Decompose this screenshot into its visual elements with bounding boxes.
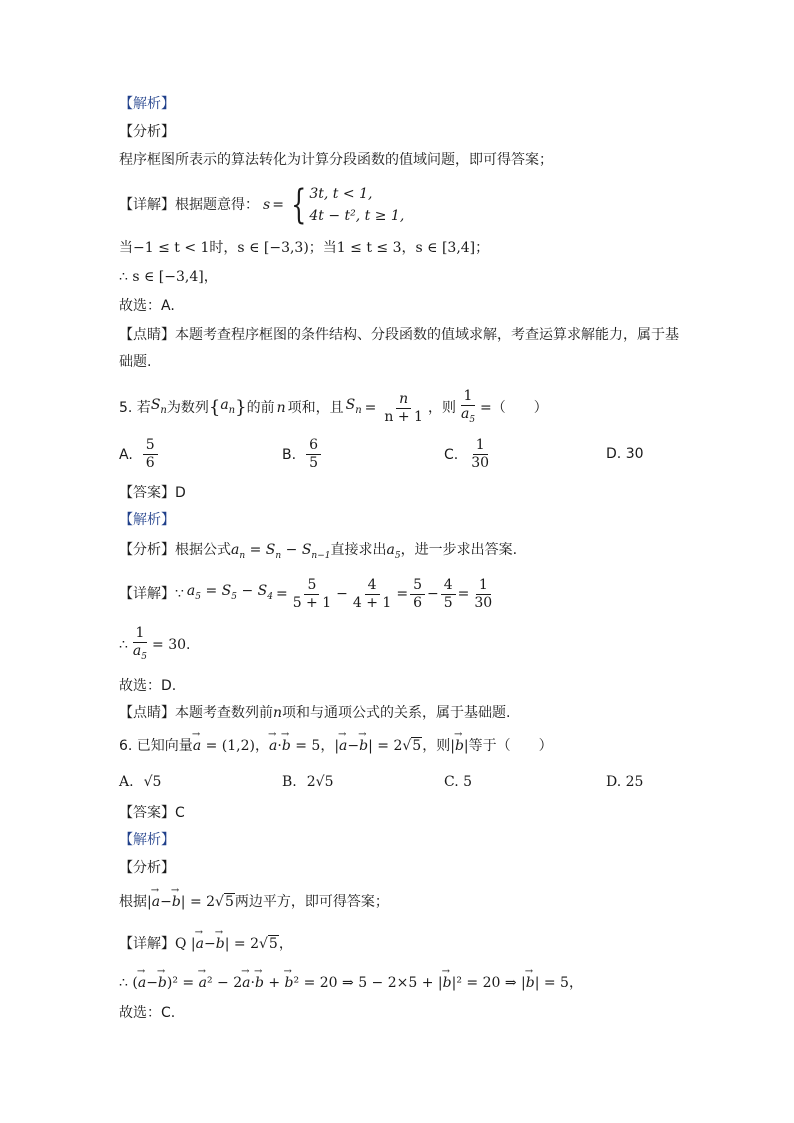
q5-stem: 5. 若 $S_n$ 为数列 { $a_n$ } 的前 n 项和，且 $S_n$ = $\frac{n}{n + 1}$ ，则 $\frac{1}{a_5}$ =（ ） (119, 387, 548, 425)
q5-fenxi-b: 直接求出 (330, 542, 387, 558)
q6-fenxi-a: 根据 (119, 894, 147, 910)
q6-detail: 【详解】Q |→ a−→ b| = 2√5， (119, 934, 293, 954)
q6-stem-d: ，则 (422, 738, 451, 754)
q5-fenxi: 【分析】根据公式$a_n = S_n - S_{n-1}$直接求出$a_5$，进一步求出答案. (119, 542, 518, 561)
q5-comment-a: 【点睛】本题考查数列前 (119, 705, 273, 721)
comment-line-2: 础题. (119, 354, 152, 370)
q6-fenxi-b: 两边平方，即可得答案； (234, 894, 389, 910)
q6-answer: 【答案】C (119, 805, 185, 821)
q5-stem-e: ，则 (427, 400, 456, 416)
fenxi-text: 程序框图所表示的算法转化为计算分段函数的值域问题，即可得答案； (119, 152, 553, 168)
q6-option-d: D. 25 (606, 774, 644, 790)
q5-fenxi-a: 【分析】根据公式 (119, 542, 231, 558)
q5-stem-d: 项和，且 (287, 400, 344, 416)
q6-stem-b: = (1,2)， (205, 738, 269, 754)
analysis-heading: 【解析】 (119, 96, 175, 112)
fenxi-heading: 【分析】 (119, 124, 175, 140)
q6-stem-a: 6. 已知向量 (119, 738, 193, 754)
comment-line (119, 325, 679, 345)
piecewise-cases (309, 183, 404, 227)
q5-option-d: D. 30 (606, 446, 644, 462)
choice-a: 故选：A. (119, 298, 175, 314)
q5-stem-c: 的前 (246, 400, 275, 416)
q6-derivation: ∴ (→ a−→ b)² = → a² − 2→ a·→ b + → b² = 20 ⇒ 5 − 2×5 + |→ b|² = 20 ⇒ |→ b| = 5， (119, 973, 583, 993)
case-one: 3t, t < 1, (309, 186, 373, 202)
q5-option-c: C. $\frac{1}{30}$ (444, 437, 490, 471)
q6-stem: 6. 已知向量→ a = (1,2)，→ a·→ b = 5，|→ a−→ b| = 2√5，则|→ b|等于（ ） (119, 736, 553, 756)
therefore-line: ∴ s ∈ [−3,4]， (119, 269, 218, 285)
q5-stem-b: 为数列 (166, 400, 209, 416)
q6-option-b: B. 2√5 (282, 774, 334, 790)
q5-stem-f: =（ ） (480, 400, 548, 416)
condition-line: 当−1 ≤ t < 1时，s ∈ [−3,3)；当1 ≤ t ≤ 3，s ∈ [3,4]； (119, 240, 490, 256)
comment-heading: 【点睛】 (119, 327, 175, 343)
q5-stem-a: 5. 若 (119, 400, 151, 416)
case-two: 4t − t², t ≥ 1, (309, 208, 405, 224)
q6-choose: 故选：C. (119, 1005, 176, 1021)
q6-detail-heading: 【详解】 (119, 936, 175, 952)
q6-analysis-heading: 【解析】 (119, 832, 175, 848)
q5-detail-heading: 【详解】 (119, 586, 175, 602)
q5-comment: 【点睛】本题考查数列前n项和与通项公式的关系，属于基础题. (119, 705, 511, 721)
detail-heading: 【详解】 (119, 197, 175, 213)
q5-answer: 【答案】D (119, 485, 186, 501)
q5-detail: 【详解】 ∵ $a_5 = S_5 - S_4$ = $\frac{5}{5 + 1}$ − $\frac{4}{4 + 1}$ = $\frac{5}{6}$ − $\frac{4}{5}$ = $\frac{1}{30}$ (119, 576, 493, 611)
detail-lead: 根据题意得： (175, 197, 259, 213)
detail-line: 【详解】 根据题意得： s = { 3t, t < 1, 4t − t², t ≥ 1, (119, 182, 405, 228)
q5-therefore-value: = 30 (152, 637, 187, 653)
q6-option-c: C. 5 (444, 774, 473, 790)
q6-stem-c: = 5， (295, 738, 335, 754)
comment-text: 本题考查程序框图的条件结构、分段函数的值域求解，考查运算求解能力，属于基 (175, 327, 679, 343)
q5-choose: 故选：D. (119, 678, 177, 694)
q5-analysis-heading: 【解析】 (119, 512, 175, 528)
q6-option-a: A. √5 (119, 774, 162, 790)
q6-fenxi: 根据|→ a−→ b| = 2√5两边平方，即可得答案； (119, 892, 389, 912)
q5-comment-b: 项和与通项公式的关系，属于基础题. (282, 705, 511, 721)
q5-option-b: B. $\frac{6}{5}$ (282, 437, 323, 472)
q6-stem-e: 等于（ ） (468, 738, 553, 754)
q5-therefore: ∴ $\frac{1}{a_5}$ = 30 . (119, 624, 191, 662)
q5-fenxi-c: ，进一步求出答案. (400, 542, 518, 558)
q5-option-a: A. $\frac{5}{6}$ (119, 437, 160, 472)
q6-fenxi-heading: 【分析】 (119, 860, 175, 876)
